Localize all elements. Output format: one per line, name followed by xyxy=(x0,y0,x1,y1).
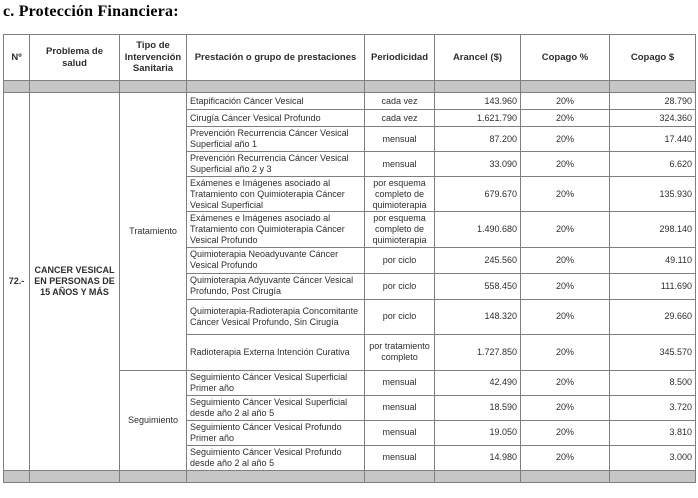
cell-copago-pct: 20% xyxy=(521,110,610,127)
cell-copago-pct: 20% xyxy=(521,247,610,273)
cell-prestacion: Cirugía Cáncer Vesical Profundo xyxy=(187,110,365,127)
cell-tipo-tratamiento: Tratamiento xyxy=(120,93,187,371)
cell-arancel: 558.450 xyxy=(435,273,521,299)
cell-copago: 8.500 xyxy=(610,370,696,395)
cell-arancel: 1.621.790 xyxy=(435,110,521,127)
cell-arancel: 148.320 xyxy=(435,299,521,334)
cell-arancel: 1.727.850 xyxy=(435,334,521,370)
cell-copago: 49.110 xyxy=(610,247,696,273)
table-row xyxy=(4,93,696,110)
cell-copago-pct: 20% xyxy=(521,420,610,445)
cell-arancel: 42.490 xyxy=(435,370,521,395)
cell-prestacion: Exámenes e Imágenes asociado al Tratamiento con Quimioterapia Cáncer Vesical Profundo xyxy=(187,212,365,247)
col-header-arancel: Arancel ($) xyxy=(435,35,521,81)
cell-prestacion: Seguimiento Cáncer Vesical Profundo Primer año xyxy=(187,420,365,445)
cell-copago: 298.140 xyxy=(610,212,696,247)
cell-prestacion: Prevención Recurrencia Cáncer Vesical Superficial año 2 y 3 xyxy=(187,152,365,177)
cell-periodicidad: cada vez xyxy=(365,93,435,110)
cell-copago-pct: 20% xyxy=(521,395,610,420)
cell-periodicidad: por ciclo xyxy=(365,299,435,334)
cell-copago: 6.620 xyxy=(610,152,696,177)
cell-periodicidad: por esquema completo de quimioterapia xyxy=(365,212,435,247)
cell-copago-pct: 20% xyxy=(521,273,610,299)
cell-numero: 72.- xyxy=(4,93,30,471)
cell-copago: 3.000 xyxy=(610,445,696,470)
financial-protection-table xyxy=(3,34,696,483)
cell-copago-pct: 20% xyxy=(521,212,610,247)
cell-periodicidad: cada vez xyxy=(365,110,435,127)
spacer-row-bottom xyxy=(4,470,696,482)
col-header-prestacion: Prestación o grupo de prestaciones xyxy=(187,35,365,81)
cell-copago-pct: 20% xyxy=(521,152,610,177)
cell-periodicidad: mensual xyxy=(365,395,435,420)
cell-arancel: 245.560 xyxy=(435,247,521,273)
cell-prestacion: Quimioterapia Adyuvante Cáncer Vesical Profundo, Post Cirugía xyxy=(187,273,365,299)
col-header-copago-pct: Copago % xyxy=(521,35,610,81)
cell-arancel: 18.590 xyxy=(435,395,521,420)
cell-prestacion: Etapificación Cáncer Vesical xyxy=(187,93,365,110)
cell-copago-pct: 20% xyxy=(521,127,610,152)
spacer-row-top xyxy=(4,81,696,93)
col-header-problema: Problema de salud xyxy=(30,35,120,81)
cell-periodicidad: por esquema completo de quimioterapia xyxy=(365,177,435,212)
cell-arancel: 14.980 xyxy=(435,445,521,470)
cell-copago: 29.660 xyxy=(610,299,696,334)
cell-periodicidad: por ciclo xyxy=(365,273,435,299)
cell-arancel: 143.960 xyxy=(435,93,521,110)
cell-copago: 17.440 xyxy=(610,127,696,152)
cell-prestacion: Quimioterapia Neoadyuvante Cáncer Vesical Profundo xyxy=(187,247,365,273)
cell-periodicidad: mensual xyxy=(365,127,435,152)
cell-copago-pct: 20% xyxy=(521,445,610,470)
col-header-copago-monto: Copago $ xyxy=(610,35,696,81)
col-header-periodicidad: Periodicidad xyxy=(365,35,435,81)
cell-prestacion: Seguimiento Cáncer Vesical Superficial Primer año xyxy=(187,370,365,395)
cell-periodicidad: mensual xyxy=(365,370,435,395)
section-title: c. Protección Financiera: xyxy=(3,3,179,20)
cell-arancel: 679.670 xyxy=(435,177,521,212)
cell-copago-pct: 20% xyxy=(521,177,610,212)
col-header-numero: Nº xyxy=(4,35,30,81)
cell-problema-salud: CANCER VESICAL EN PERSONAS DE 15 AÑOS Y MÁS xyxy=(30,93,120,471)
cell-copago: 111.690 xyxy=(610,273,696,299)
cell-copago-pct: 20% xyxy=(521,93,610,110)
cell-prestacion: Radioterapia Externa Intención Curativa xyxy=(187,334,365,370)
cell-prestacion: Exámenes e Imágenes asociado al Tratamiento con Quimioterapia Cáncer Vesical Superficial xyxy=(187,177,365,212)
cell-prestacion: Quimioterapia-Radioterapia Concomitante Cáncer Vesical Profundo, Sin Cirugía xyxy=(187,299,365,334)
cell-copago: 3.810 xyxy=(610,420,696,445)
cell-arancel: 19.050 xyxy=(435,420,521,445)
cell-tipo-seguimiento: Seguimiento xyxy=(120,370,187,470)
col-header-tipo-intervencion: Tipo de Intervención Sanitaria xyxy=(120,35,187,81)
header-row xyxy=(4,35,696,81)
cell-copago: 324.360 xyxy=(610,110,696,127)
cell-copago: 3.720 xyxy=(610,395,696,420)
cell-periodicidad: mensual xyxy=(365,420,435,445)
cell-periodicidad: mensual xyxy=(365,152,435,177)
cell-periodicidad: mensual xyxy=(365,445,435,470)
cell-arancel: 33.090 xyxy=(435,152,521,177)
cell-copago: 345.570 xyxy=(610,334,696,370)
cell-copago: 28.790 xyxy=(610,93,696,110)
cell-periodicidad: por tratamiento completo xyxy=(365,334,435,370)
cell-prestacion: Seguimiento Cáncer Vesical Superficial desde año 2 al año 5 xyxy=(187,395,365,420)
cell-arancel: 87.200 xyxy=(435,127,521,152)
cell-arancel: 1.490.680 xyxy=(435,212,521,247)
cell-periodicidad: por ciclo xyxy=(365,247,435,273)
cell-prestacion: Prevención Recurrencia Cáncer Vesical Superficial año 1 xyxy=(187,127,365,152)
cell-copago-pct: 20% xyxy=(521,334,610,370)
cell-copago-pct: 20% xyxy=(521,370,610,395)
cell-copago: 135.930 xyxy=(610,177,696,212)
cell-prestacion: Seguimiento Cáncer Vesical Profundo desde año 2 al año 5 xyxy=(187,445,365,470)
cell-copago-pct: 20% xyxy=(521,299,610,334)
